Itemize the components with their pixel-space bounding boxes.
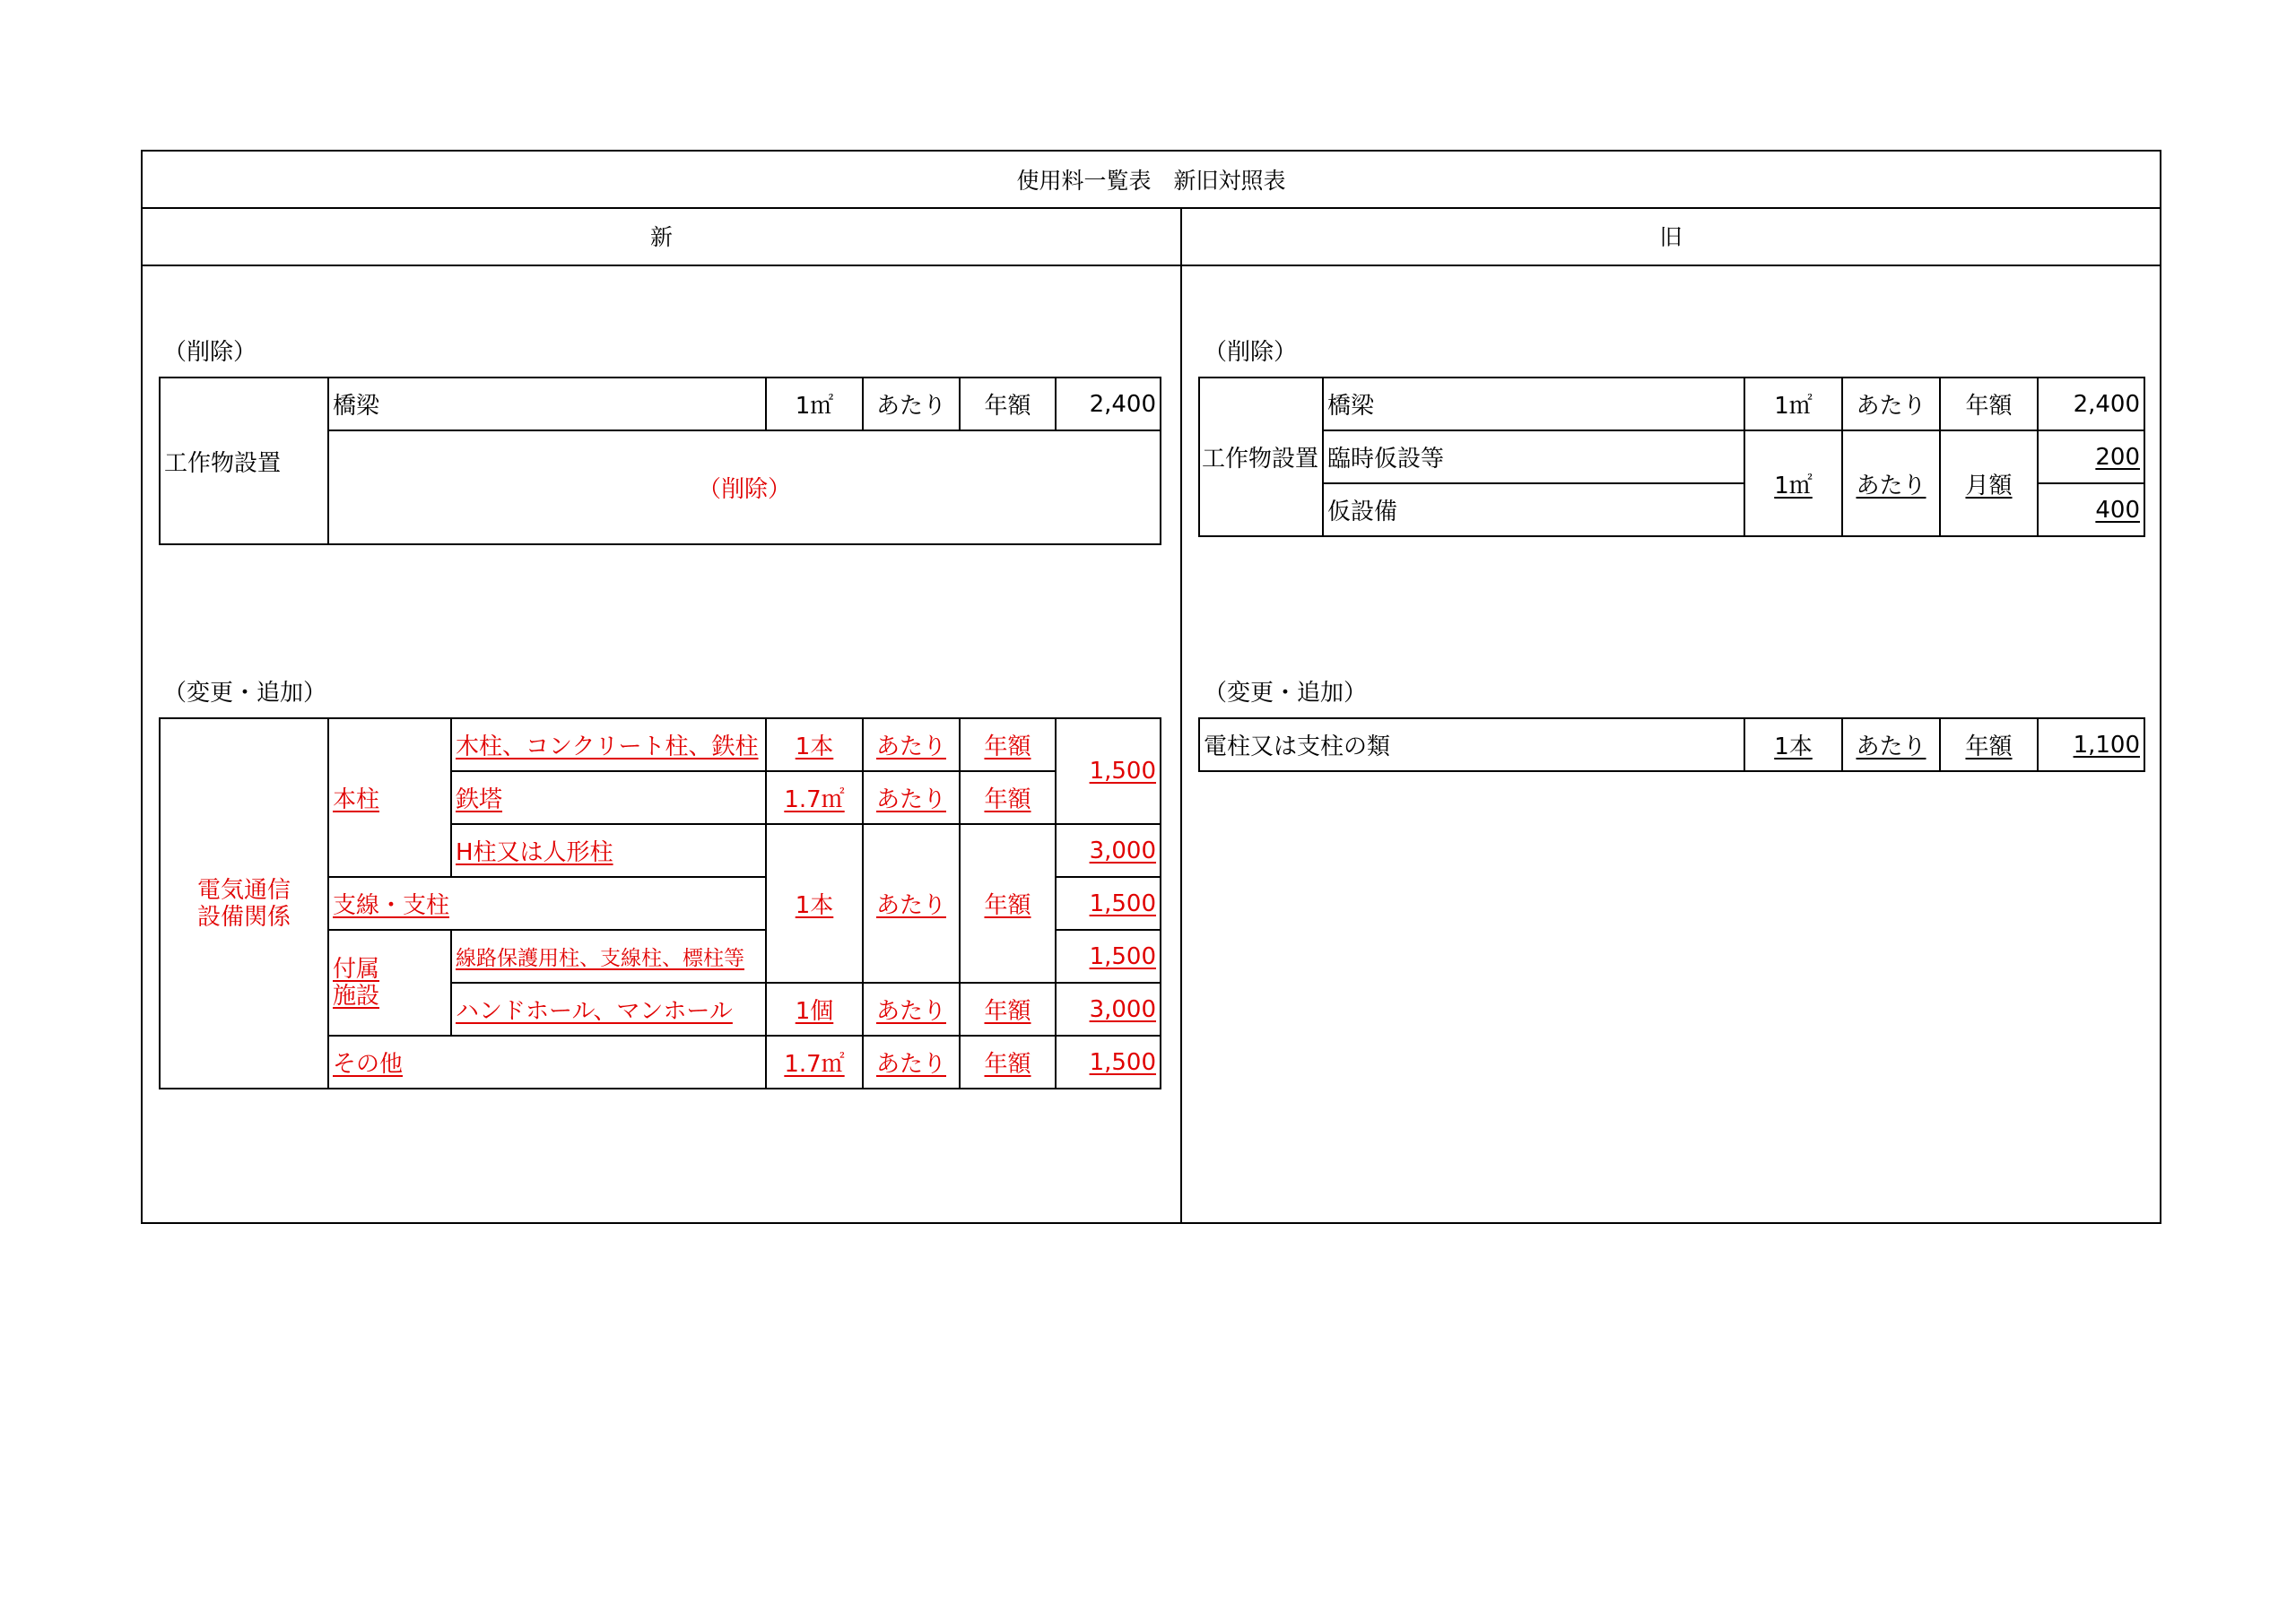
page-title: 使用料一覧表 新旧対照表 — [1016, 168, 1286, 194]
old-item-temp-equipment: 仮設備 — [1323, 483, 1744, 536]
old-item-temporary: 臨時仮設等 — [1323, 430, 1744, 483]
new-amount-stay: 1,500 — [1056, 877, 1161, 930]
new-item-bridge: 橋梁 — [328, 378, 766, 430]
new-merged-per: あたり — [863, 824, 960, 983]
new-category-cell: 工作物設置 — [160, 378, 328, 544]
new-item-line-protect: 線路保護用柱、支線柱、標柱等 — [451, 930, 766, 983]
new-amount-h-pole: 3,000 — [1056, 824, 1161, 877]
new-amount-bridge: 2,400 — [1056, 378, 1161, 430]
new-telecom-category: 電気通信 設備関係 — [160, 718, 328, 1089]
new-changed-table — [159, 717, 1161, 1089]
header-divider — [143, 265, 2160, 266]
new-amount-other: 1,500 — [1056, 1036, 1161, 1089]
old-amount-temp-equipment: 400 — [2038, 483, 2144, 536]
new-merged-period: 年額 — [960, 824, 1056, 983]
new-fuzoku-label: 付属 施設 — [328, 930, 451, 1036]
column-header-new: 新 — [649, 224, 673, 250]
new-item-handhole: ハンドホール、マンホール — [451, 983, 766, 1036]
new-deleted-note: （削除） — [328, 430, 1161, 544]
new-changed-heading: （変更・追加） — [163, 680, 327, 707]
new-per-other: あたり — [863, 1036, 960, 1089]
old-changed-heading: （変更・追加） — [1204, 680, 1368, 707]
new-period-poles: 年額 — [960, 718, 1056, 771]
new-amount-handhole: 3,000 — [1056, 983, 1161, 1036]
new-deleted-table — [159, 377, 1161, 545]
new-unit-other: 1.7㎡ — [766, 1036, 863, 1089]
old-item-bridge: 橋梁 — [1323, 378, 1744, 430]
new-item-tower: 鉄塔 — [451, 771, 766, 824]
old-unit-bridge: 1㎡ — [1744, 378, 1842, 430]
new-amount-line-protect: 1,500 — [1056, 930, 1161, 983]
old-merged-unit: 1㎡ — [1744, 430, 1842, 536]
new-item-h-pole: H柱又は人形柱 — [451, 824, 766, 877]
new-per-bridge: あたり — [863, 378, 960, 430]
new-item-poles: 木柱、コンクリート柱、鉄柱 — [451, 718, 766, 771]
new-per-tower: あたり — [863, 771, 960, 824]
new-amount-honbashira: 1,500 — [1056, 718, 1161, 824]
new-per-poles: あたり — [863, 718, 960, 771]
new-unit-handhole: 1個 — [766, 983, 863, 1036]
new-deleted-heading: （削除） — [163, 339, 257, 366]
new-item-stay: 支線・支柱 — [328, 877, 766, 930]
old-category-cell: 工作物設置 — [1199, 378, 1323, 536]
old-merged-per: あたり — [1842, 430, 1940, 536]
new-merged-unit: 1本 — [766, 824, 863, 983]
new-period-other: 年額 — [960, 1036, 1056, 1089]
new-honbashira-label: 本柱 — [328, 718, 451, 877]
column-header-old: 旧 — [1659, 224, 1683, 250]
new-period-bridge: 年額 — [960, 378, 1056, 430]
old-merged-period: 月額 — [1940, 430, 2038, 536]
new-period-handhole: 年額 — [960, 983, 1056, 1036]
new-unit-tower: 1.7㎡ — [766, 771, 863, 824]
old-deleted-table — [1198, 377, 2145, 537]
new-item-other: その他 — [328, 1036, 766, 1089]
new-unit-bridge: 1㎡ — [766, 378, 863, 430]
old-per-bridge: あたり — [1842, 378, 1940, 430]
old-per-utility-pole: あたり — [1842, 718, 1940, 771]
old-period-bridge: 年額 — [1940, 378, 2038, 430]
new-period-tower: 年額 — [960, 771, 1056, 824]
old-item-utility-pole: 電柱又は支柱の類 — [1199, 718, 1744, 771]
old-unit-utility-pole: 1本 — [1744, 718, 1842, 771]
column-divider — [1180, 207, 1182, 1222]
old-amount-bridge: 2,400 — [2038, 378, 2144, 430]
old-amount-temporary: 200 — [2038, 430, 2144, 483]
new-per-handhole: あたり — [863, 983, 960, 1036]
old-deleted-heading: （削除） — [1204, 339, 1298, 366]
old-period-utility-pole: 年額 — [1940, 718, 2038, 771]
old-amount-utility-pole: 1,100 — [2038, 718, 2144, 771]
new-unit-poles: 1本 — [766, 718, 863, 771]
old-changed-table — [1198, 717, 2145, 772]
